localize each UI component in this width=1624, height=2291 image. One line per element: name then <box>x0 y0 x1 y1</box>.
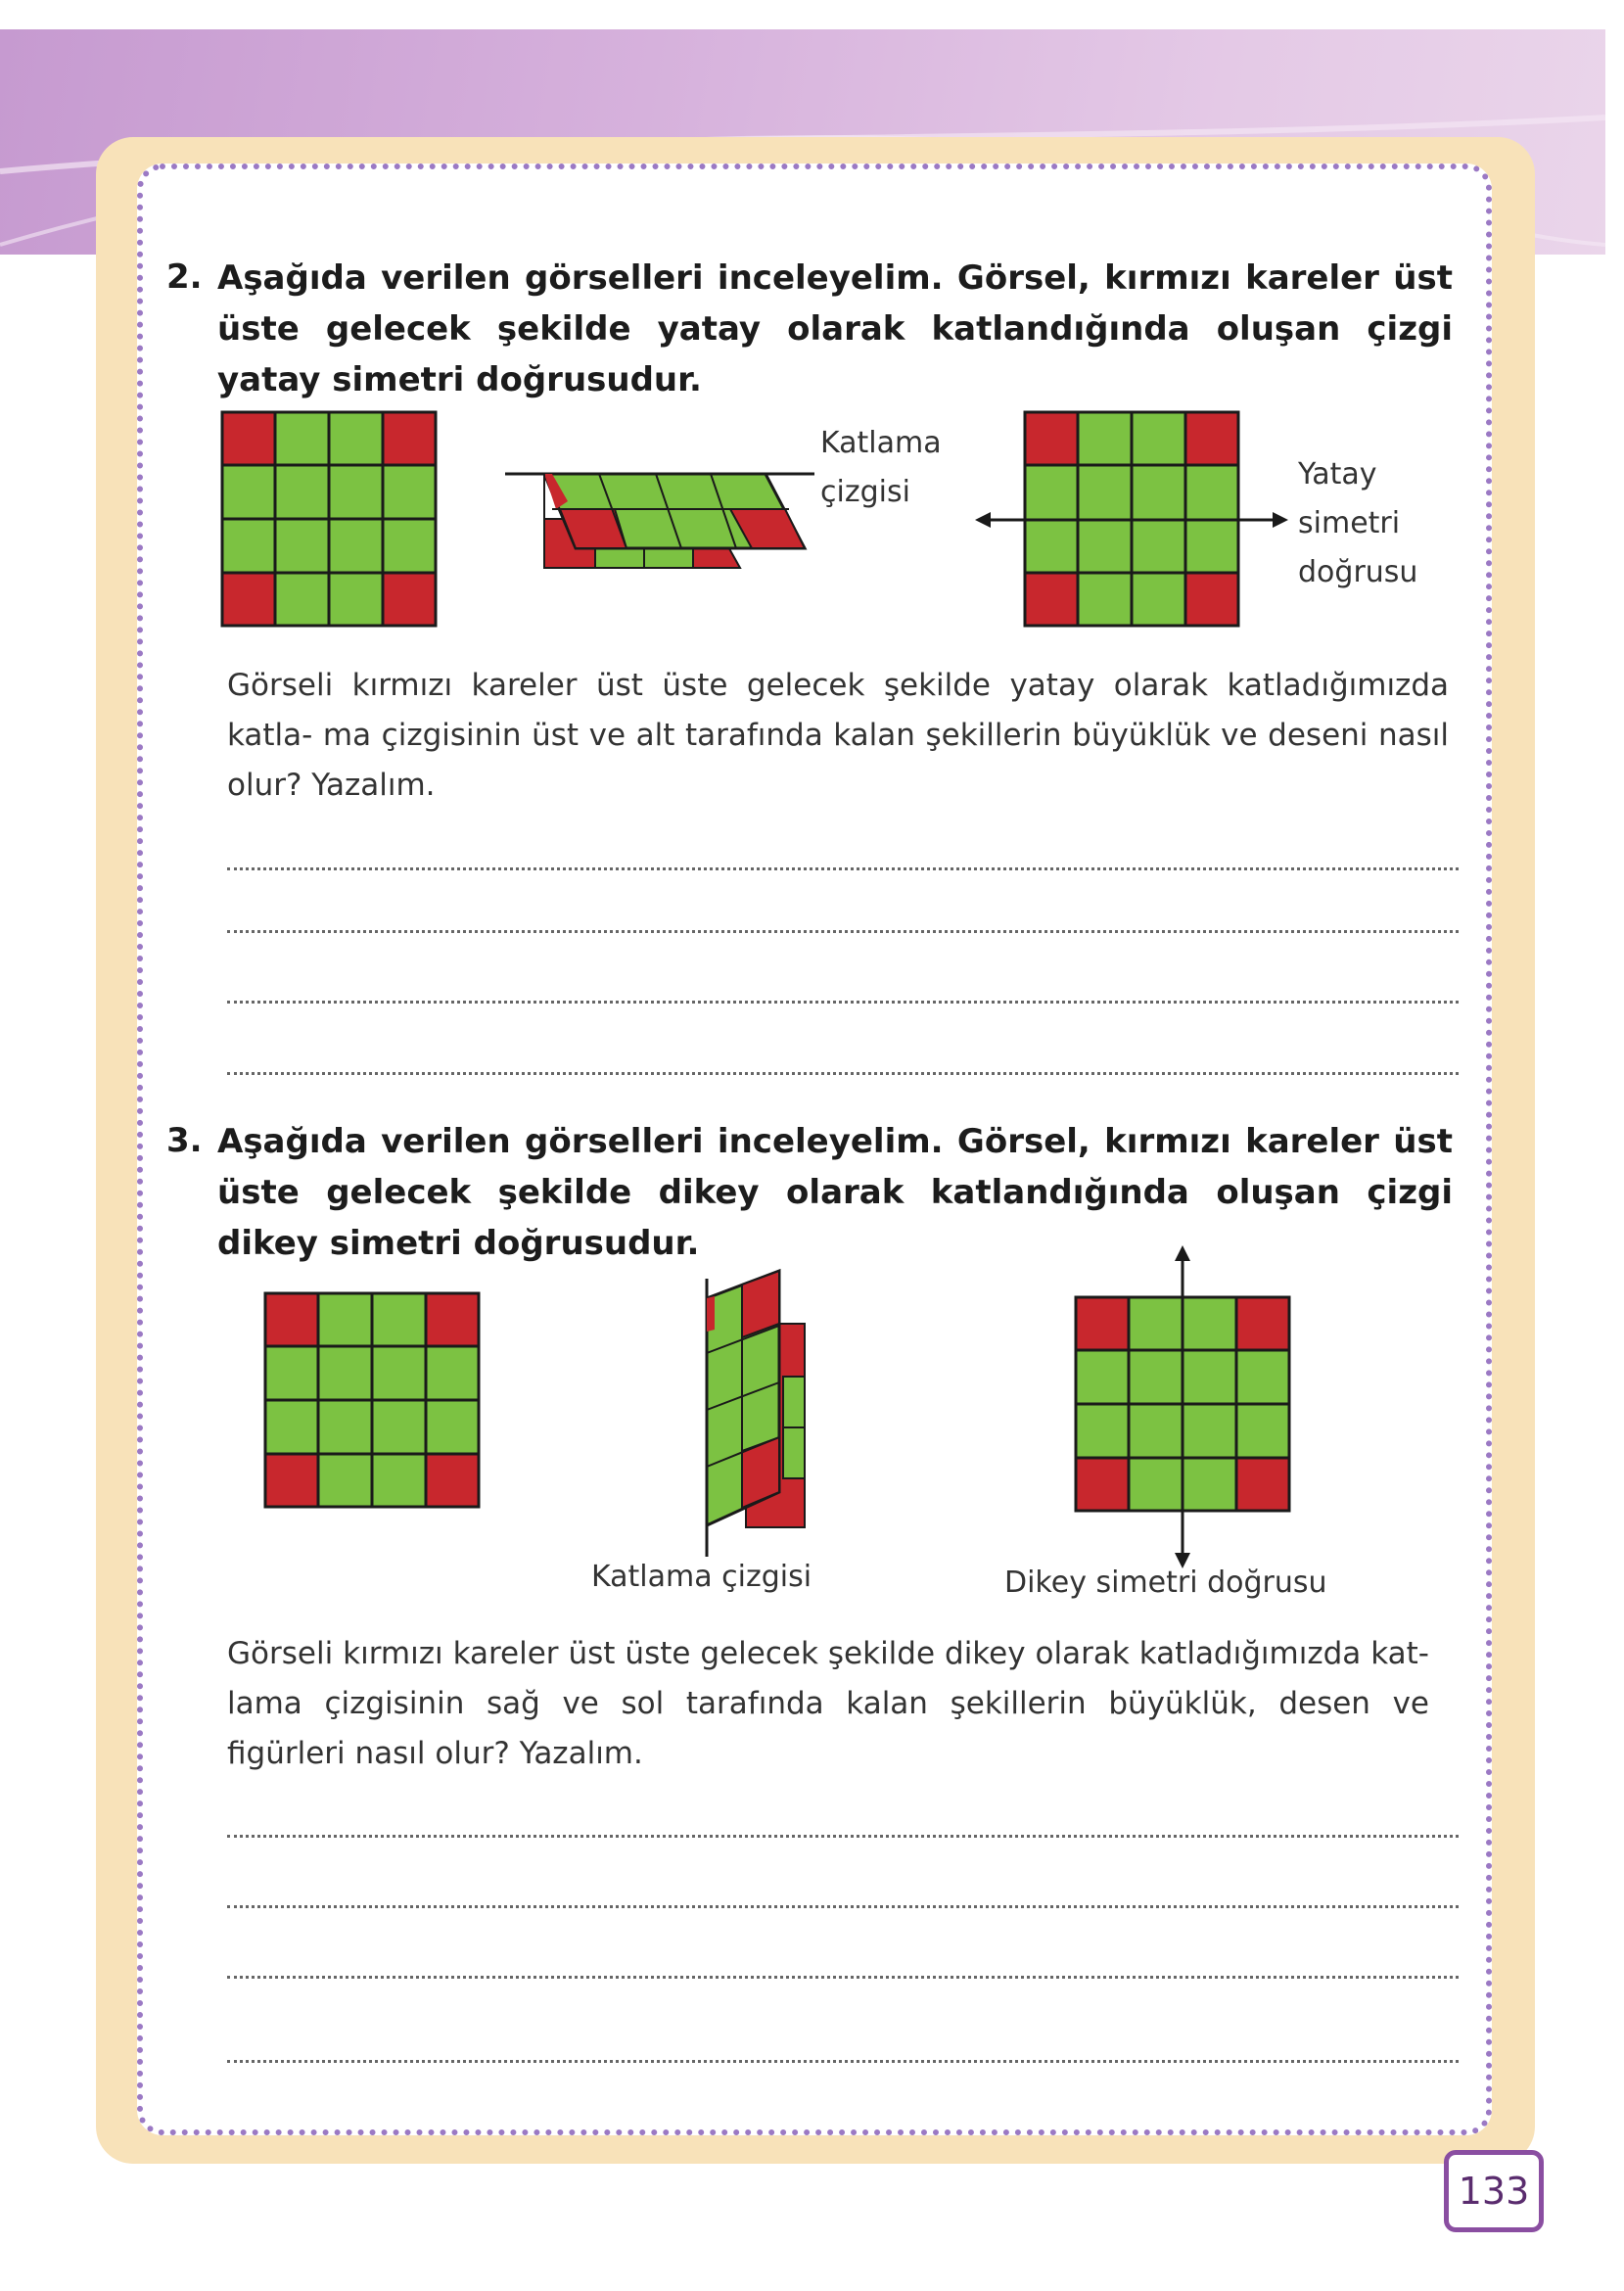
vertical-fold-line-label: Katlama çizgisi <box>591 1560 812 1594</box>
answer-line[interactable] <box>227 2060 1459 2063</box>
horizontal-axis-label-line1: Yatay <box>1298 457 1377 491</box>
answer-line[interactable] <box>227 1001 1459 1004</box>
horizontal-fold-figure <box>505 460 814 578</box>
horizontal-axis-label-line2: simetri <box>1298 506 1401 540</box>
answer-line[interactable] <box>227 1905 1459 1908</box>
answer-line[interactable] <box>227 930 1459 933</box>
fold-line-label-line1: Katlama <box>820 426 942 460</box>
answer-line[interactable] <box>227 867 1459 870</box>
question-3-text: Aşağıda verilen görselleri inceleyelim. Görsel, kırmızı kareler üst üste gelecek şekilde dikey olarak katlandığında oluşan çizgi dikey simetri doğrusudur. <box>217 1122 1453 1263</box>
vertical-fold-figure <box>691 1271 812 1557</box>
horizontal-axis-label-line3: doğrusu <box>1298 555 1418 589</box>
question-2-prompt: Görseli kırmızı kareler üst üste gelecek şekilde yatay olarak katladığımızda katla- ma çizgisinin üst ve alt tarafında kalan şekillerin büyüklük ve deseni nasıl olur? Yazalım. <box>227 668 1449 803</box>
vertical-symmetry-figure <box>1075 1245 1292 1568</box>
answer-line[interactable] <box>227 1976 1459 1979</box>
horizontal-grid-figure <box>221 411 439 629</box>
answer-line[interactable] <box>227 1072 1459 1075</box>
horizontal-symmetry-figure <box>975 411 1288 629</box>
fold-line-label-line2: çizgisi <box>820 475 910 509</box>
question-3-number: 3. <box>166 1121 203 1160</box>
vertical-axis-label: Dikey simetri doğrusu <box>1004 1566 1327 1600</box>
page-number: 133 <box>1444 2150 1544 2232</box>
question-2-text: Aşağıda verilen görselleri inceleyelim. Görsel, kırmızı kareler üst üste gelecek şekilde yatay olarak katlandığında oluşan çizgi yatay simetri doğrusudur. <box>217 258 1453 399</box>
vertical-grid-figure <box>264 1292 482 1510</box>
question-2-number: 2. <box>166 257 203 297</box>
answer-line[interactable] <box>227 1835 1459 1838</box>
question-3-prompt: Görseli kırmızı kareler üst üste gelecek şekilde dikey olarak katladığımızda kat- lama çizgisinin sağ ve sol tarafında kalan şekillerin büyüklük, desen ve figürleri nasıl olur? Yazalım. <box>227 1636 1429 1771</box>
